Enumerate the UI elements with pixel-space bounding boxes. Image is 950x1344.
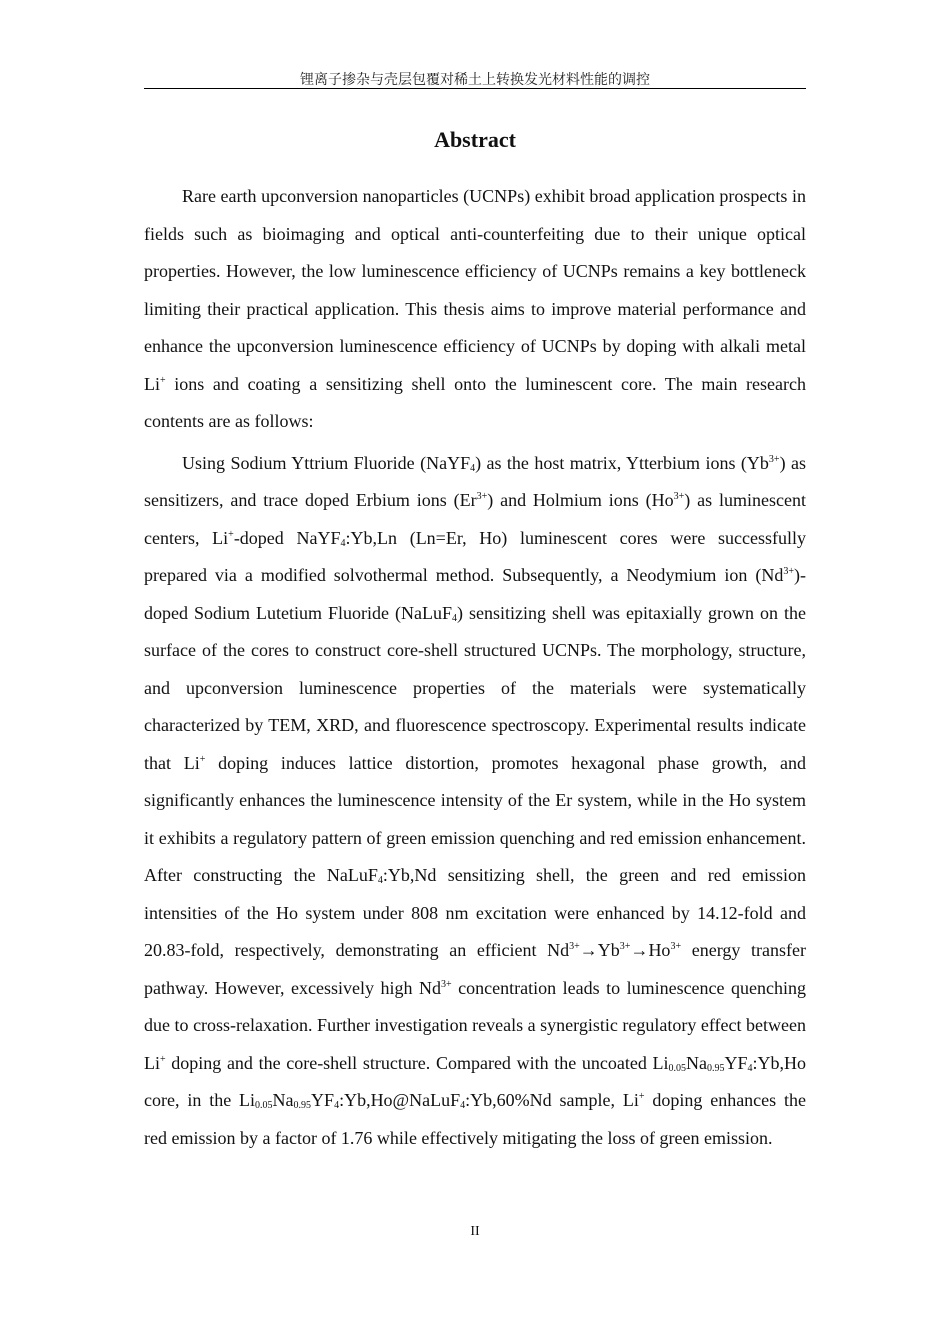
text-run: :Yb,Ho core, in the Li <box>144 1052 806 1110</box>
superscript: 3+ <box>670 941 682 952</box>
subscript: 0.05 <box>668 1062 686 1074</box>
text-run: ) sensitizing shell was epitaxially grown on the surface of the cores to construct core-shell structured UCNPs. The morphology, structure, and upconversion luminescence properties of the materials were systematically characterized by TEM, XRD, and fluorescence spectroscopy. Experimental results indicate that Li <box>144 602 806 773</box>
subscript: 4 <box>460 1100 466 1111</box>
subscript: 4 <box>377 875 383 886</box>
superscript: 3+ <box>768 453 780 465</box>
text-run: →Yb <box>579 940 620 960</box>
page-number: II <box>470 1224 480 1239</box>
subscript: 4 <box>452 612 458 624</box>
text-run: -doped NaYF <box>233 527 341 548</box>
text-run: :Yb,60%Nd sample, Li <box>465 1090 639 1110</box>
paragraph-contents <box>144 445 806 1158</box>
text-run: Using Sodium Yttrium Fluoride (NaYF <box>182 452 471 473</box>
subscript: 4 <box>334 1100 340 1111</box>
text-run: doping induces lattice distortion, promotes hexagonal phase growth, and significantly enhances the luminescence intensity of the Er system, while in the Ho system it exhibits a regulatory pattern of green emission quenching and red emission enhancement. After constructing the NaLuF <box>144 752 806 885</box>
text-run: doping enhances the red emission by a factor of 1.76 while effectively mitigating the loss of green emission. <box>144 1090 807 1148</box>
text-run: ions and coating a sensitizing shell onto the luminescent core. The main research contents are as follows: <box>144 373 806 431</box>
text-run: →Ho <box>630 940 671 960</box>
text-run: :Yb,Nd sensitizing shell, the green and red emission intensities of the Ho system under 808 nm excitation were enhanced by 14.12-fold and 20.83-fold, respectively, demonstrating an efficient Nd <box>144 865 806 960</box>
superscript: + <box>228 528 234 540</box>
subscript: 4 <box>747 1062 753 1074</box>
text-run: ) as the host matrix, Ytterbium ions (Yb <box>475 452 769 473</box>
superscript: + <box>160 1053 166 1065</box>
abstract-body <box>144 178 806 1161</box>
subscript: 0.95 <box>706 1062 725 1074</box>
subscript: 0.95 <box>293 1100 312 1111</box>
paragraph-intro <box>144 178 806 441</box>
text-run: )-doped Sodium Lutetium Fluoride (NaLuF <box>144 565 806 623</box>
text-run: ) and Holmium ions (Ho <box>487 490 674 510</box>
subscript: 4 <box>340 537 346 549</box>
superscript: + <box>160 374 166 386</box>
superscript: 3+ <box>673 491 685 502</box>
text-run: concentration leads to luminescence quenching due to cross-relaxation. Further investigation reveals a synergistic regulatory effect between Li <box>144 977 807 1073</box>
superscript: 3+ <box>783 566 794 577</box>
text-run: ) as sensitizers, and trace doped Erbium ions (Er <box>144 452 806 510</box>
superscript: + <box>199 753 206 765</box>
running-header: 锂离子掺杂与壳层包覆对稀土上转换发光材料性能的调控 <box>300 72 650 88</box>
text-run: YF <box>311 1090 335 1110</box>
superscript: 3+ <box>441 978 452 990</box>
header-rule <box>144 88 806 89</box>
subscript: 0.05 <box>255 1100 273 1111</box>
superscript: 3+ <box>476 491 488 502</box>
text-run: :Yb,Ln (Ln=Er, Ho) luminescent cores were successfully prepared via a modified solvothermal method. Subsequently, a Neodymium ion (Nd <box>144 527 806 585</box>
text-run: Rare earth upconversion nanoparticles (UCNPs) exhibit broad application prospects in fields such as bioimaging and optical anti-counterfeiting due to their unique optical properties. However, the low luminescence efficiency of UCNPs remains a key bottleneck limiting their practical application. This thesis aims to improve material performance and enhance the upconversion luminescence efficiency of UCNPs by doping with alkali metal Li <box>144 186 806 394</box>
text-run: doping and the core-shell structure. Compared with the uncoated Li <box>165 1052 669 1073</box>
text-run: :Yb,Ho@NaLuF <box>339 1090 461 1110</box>
text-run: YF <box>724 1052 748 1073</box>
superscript: 3+ <box>619 941 631 952</box>
text-run: Na <box>685 1052 707 1073</box>
subscript: 4 <box>470 462 476 474</box>
text-run: Na <box>272 1090 294 1110</box>
text-run: energy transfer pathway. However, excessively high Nd <box>144 940 806 998</box>
text-run: ) as luminescent centers, Li <box>144 490 806 548</box>
abstract-title: Abstract <box>434 127 516 152</box>
superscript: 3+ <box>569 941 580 952</box>
superscript: + <box>638 1091 645 1102</box>
